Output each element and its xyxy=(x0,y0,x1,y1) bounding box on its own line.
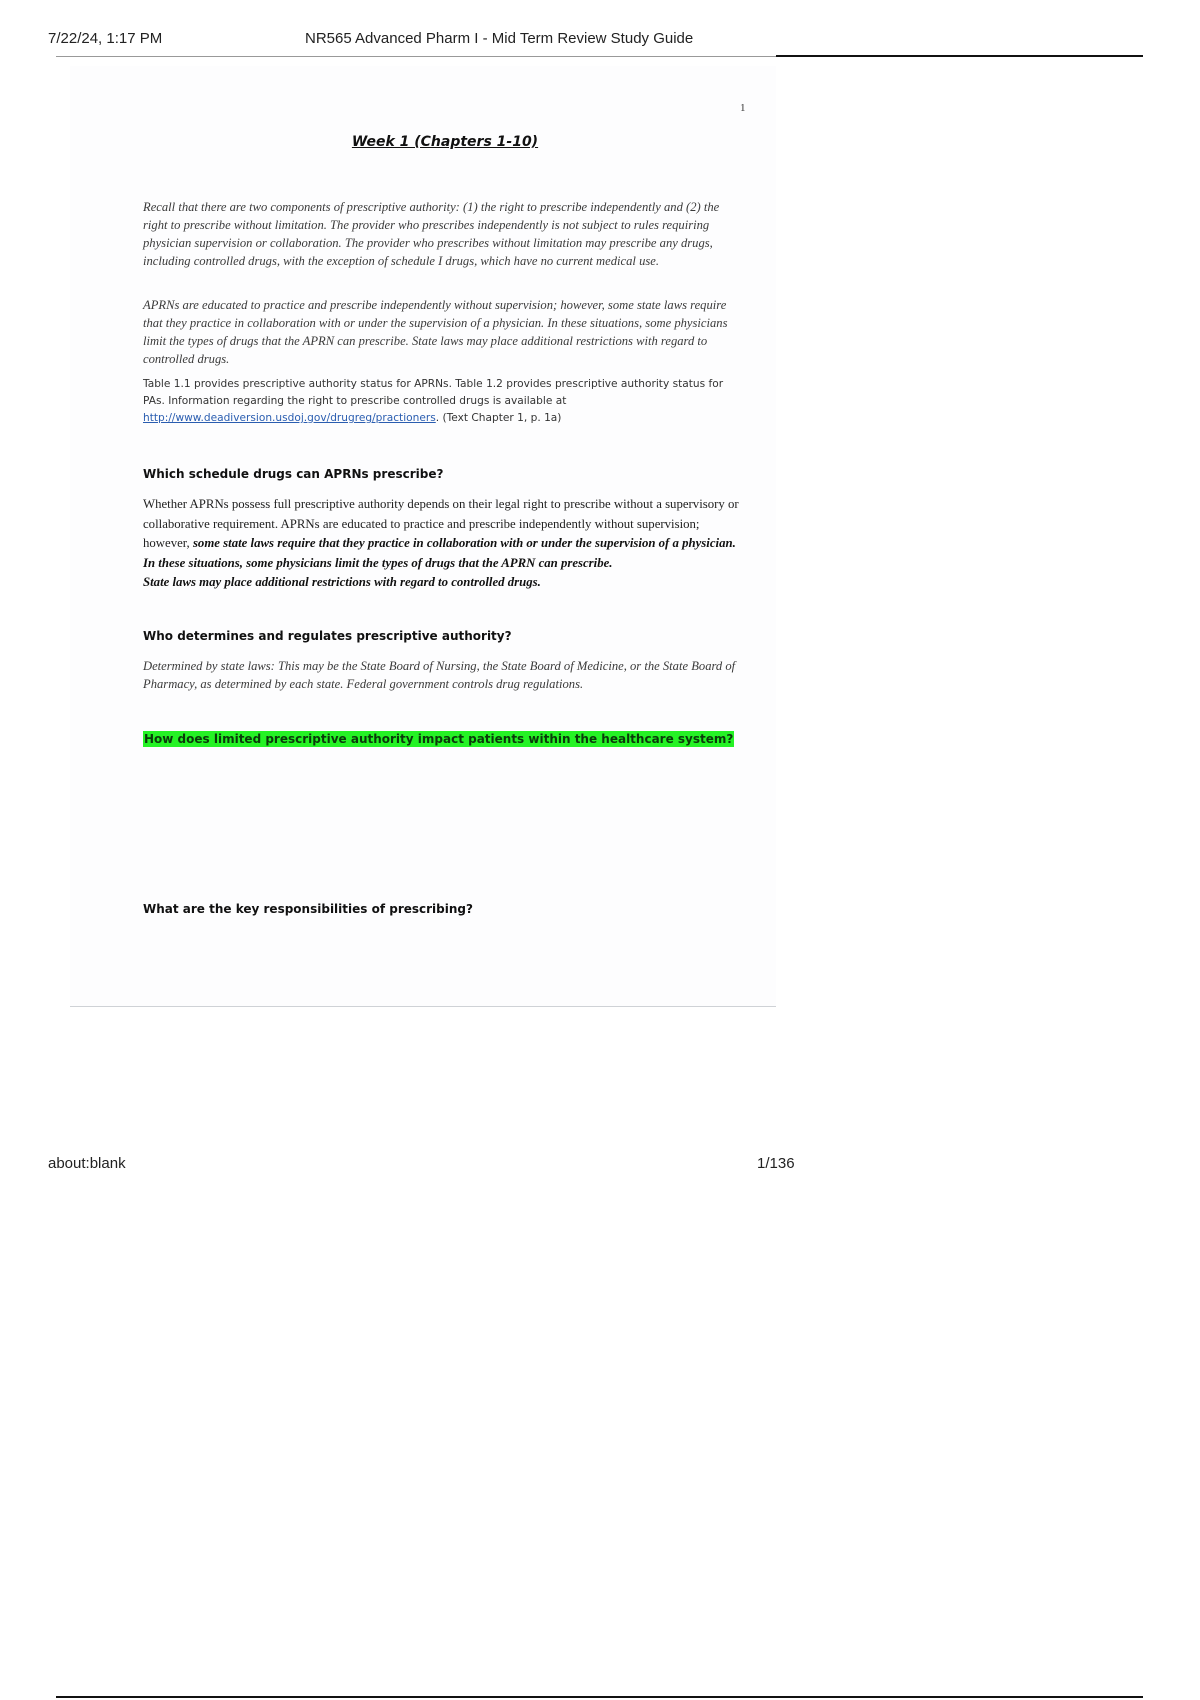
answer-schedule-drugs-emphasis-2: State laws may place additional restrictions with regard to controlled drugs. xyxy=(143,575,541,589)
print-footer xyxy=(0,1155,1200,1179)
paragraph-prescriptive-components: Recall that there are two components of prescriptive authority: (1) the right to prescribe independently and (2) the right to prescribe without limitation. The provider who prescribes independently is not subject to rules requiring physician supervision or collaboration. The provider who prescribes without limitation may prescribe any drugs, including controlled drugs, with the exception of schedule I drugs, which have no current medical use. xyxy=(143,200,720,268)
week-title: Week 1 (Chapters 1-10) xyxy=(351,134,539,150)
reference-note xyxy=(143,376,743,427)
answer-schedule-drugs-plain: Whether APRNs possess full prescriptive authority depends on their legal right to prescribe without a supervisory or collaborative requirement. APRNs are educated to practice and prescribe independently without supervision; however, xyxy=(143,497,739,550)
print-header xyxy=(0,30,1200,60)
paragraph-aprn-education: APRNs are educated to practice and prescribe independently without supervision; however, some state laws require that they practice in collaboration with or under the supervision of a physician. In these situations, some physicians limit the types of drugs that the APRN can prescribe. State laws may place additional restrictions with regard to controlled drugs. xyxy=(143,298,728,366)
reference-note-citation: . (Text Chapter 1, p. 1a) xyxy=(435,412,562,424)
question-regulates-authority: Who determines and regulates prescriptive authority? xyxy=(143,629,512,643)
header-rule-dark xyxy=(776,55,1143,57)
bottom-rule xyxy=(56,1696,1143,1698)
page-number: 1 xyxy=(740,102,746,114)
print-datetime: 7/22/24, 1:17 PM xyxy=(48,30,163,47)
question-key-responsibilities: What are the key responsibilities of prescribing? xyxy=(143,902,473,916)
print-url: about:blank xyxy=(48,1155,126,1172)
answer-regulates-authority: Determined by state laws: This may be the State Board of Nursing, the State Board of Medicine, or the State Board of Pharmacy, as determined by each state. Federal government controls drug regulations. xyxy=(143,659,736,691)
question-schedule-drugs: Which schedule drugs can APRNs prescribe? xyxy=(143,467,444,481)
dea-diversion-link[interactable]: http://www.deadiversion.usdoj.gov/drugreg/practioners xyxy=(143,412,436,424)
reference-note-text: Table 1.1 provides prescriptive authority status for APRNs. Table 1.2 provides prescriptive authority status for PAs. Information regarding the right to prescribe controlled drugs is available at xyxy=(143,378,724,407)
header-rule-light xyxy=(56,56,776,57)
print-page-count: 1/136 xyxy=(757,1155,795,1172)
page-bottom-rule xyxy=(70,1006,776,1007)
question-limited-authority-impact xyxy=(143,732,743,746)
answer-schedule-drugs-emphasis-1: some state laws require that they practice in collaboration with or under the supervision of a physician. In these situations, some physicians limit the types of drugs that the APRN can prescribe. xyxy=(143,536,736,570)
print-document-title: NR565 Advanced Pharm I - Mid Term Review Study Guide xyxy=(305,30,694,47)
highlighted-question-text: How does limited prescriptive authority impact patients within the healthcare system? xyxy=(144,732,734,746)
answer-schedule-drugs xyxy=(143,495,743,593)
